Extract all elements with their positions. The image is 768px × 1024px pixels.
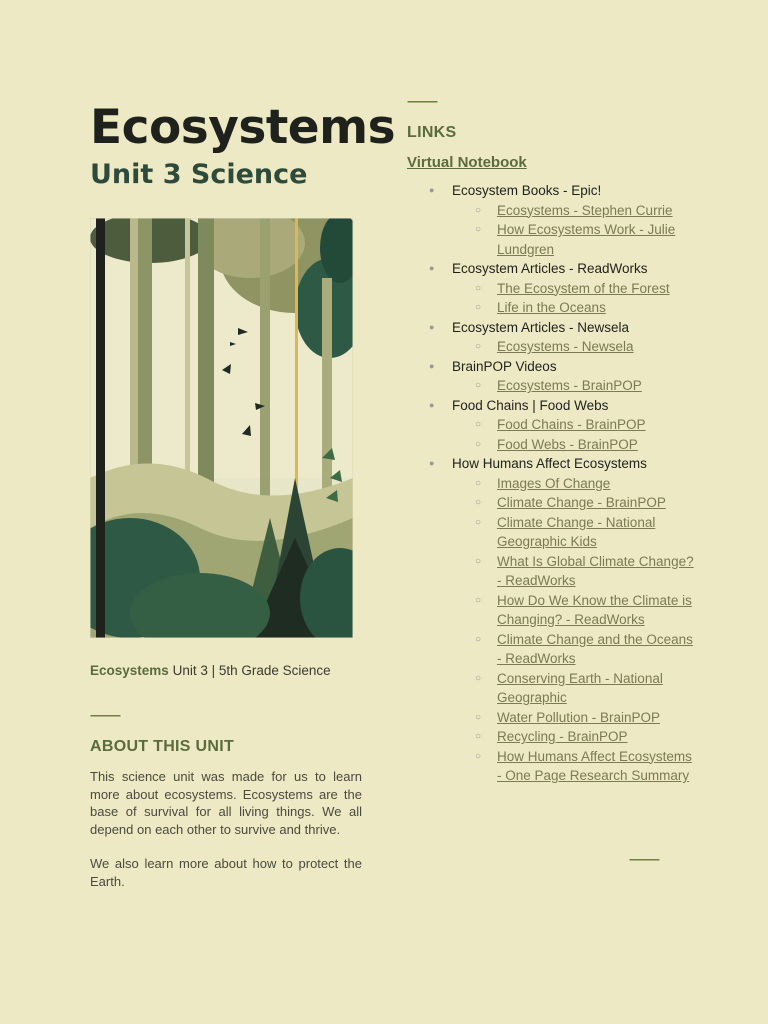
list-item <box>452 493 697 513</box>
list-item <box>407 318 697 357</box>
about-heading: ABOUT THIS UNIT <box>90 738 235 755</box>
resource-link[interactable]: Recycling - BrainPOP <box>497 729 628 744</box>
list-item <box>407 181 697 259</box>
links-list <box>407 181 697 786</box>
list-item <box>452 376 697 396</box>
group-label: Ecosystem Books - Epic! <box>452 183 602 198</box>
resource-link[interactable]: Ecosystems - BrainPOP <box>497 378 642 393</box>
divider: ---------- <box>90 708 120 722</box>
resource-link[interactable]: How Do We Know the Climate is Changing? - ReadWorks <box>497 592 692 627</box>
list-item <box>407 396 697 455</box>
group-label: BrainPOP Videos <box>452 358 557 374</box>
resource-link[interactable]: Food Chains - BrainPOP <box>497 417 646 432</box>
resource-link[interactable]: Ecosystems - Stephen Currie <box>497 202 673 218</box>
list-item <box>452 415 697 435</box>
group-label: How Humans Affect Ecosystems <box>452 456 647 471</box>
list-item <box>452 630 697 669</box>
caption-bold: Ecosystems <box>90 663 169 678</box>
page-subtitle: Unit 3 Science <box>90 159 308 190</box>
image-caption <box>90 663 362 678</box>
links-heading: LINKS <box>407 124 457 141</box>
resource-link[interactable]: Ecosystems - Newsela <box>497 339 634 354</box>
group-label: Food Chains | Food Webs <box>452 397 609 413</box>
list-item <box>452 591 697 630</box>
list-item <box>452 552 697 591</box>
list-item <box>452 298 697 318</box>
resource-link[interactable]: Climate Change and the Oceans - ReadWorks <box>497 631 693 666</box>
right-column <box>407 94 697 786</box>
about-paragraph-2: We also learn more about how to protect the Earth. <box>90 856 362 889</box>
list-item <box>452 747 697 786</box>
group-label: Ecosystem Articles - ReadWorks <box>452 261 648 276</box>
list-item <box>407 357 697 396</box>
resource-link[interactable]: Water Pollution - BrainPOP <box>497 709 661 725</box>
resource-link[interactable]: Life in the Oceans <box>497 300 606 315</box>
list-item <box>452 474 697 494</box>
list-item <box>452 337 697 357</box>
list-item <box>407 259 697 318</box>
resource-link[interactable]: Climate Change - BrainPOP <box>497 495 666 510</box>
list-item <box>452 708 697 728</box>
list-item <box>452 513 697 552</box>
resource-link[interactable]: Conserving Earth - National Geographic <box>497 670 663 705</box>
list-item <box>452 220 697 259</box>
resource-link[interactable]: How Ecosystems Work - Julie Lundgren <box>497 222 676 257</box>
forest-illustration <box>90 218 353 638</box>
resource-link[interactable]: Climate Change - National Geographic Kids <box>497 514 656 549</box>
caption-text: Unit 3 | 5th Grade Science <box>168 663 331 678</box>
resource-link[interactable]: How Humans Affect Ecosystems - One Page Research Summary <box>497 748 692 783</box>
left-column <box>90 100 396 907</box>
group-label: Ecosystem Articles - Newsela <box>452 319 630 335</box>
virtual-notebook-link[interactable]: Virtual Notebook <box>407 154 527 171</box>
about-paragraph: This science unit was made for us to learn more about ecosystems. Ecosystems are the base of survival for all living things. We all depend on each other to survive and thrive. <box>90 769 362 837</box>
list-item <box>452 279 697 299</box>
resource-link[interactable]: Images Of Change <box>497 475 611 491</box>
divider-bottom: ---------- <box>629 852 659 866</box>
list-item <box>452 727 697 747</box>
divider-top: ---------- <box>407 94 437 108</box>
list-item <box>452 201 697 221</box>
list-item <box>407 454 697 786</box>
resource-link[interactable]: Food Webs - BrainPOP <box>497 436 638 452</box>
resource-link[interactable]: What Is Global Climate Change? - ReadWorks <box>497 553 694 588</box>
resource-link[interactable]: The Ecosystem of the Forest <box>497 280 670 296</box>
list-item <box>452 669 697 708</box>
list-item <box>452 435 697 455</box>
page-title: Ecosystems <box>90 100 396 155</box>
